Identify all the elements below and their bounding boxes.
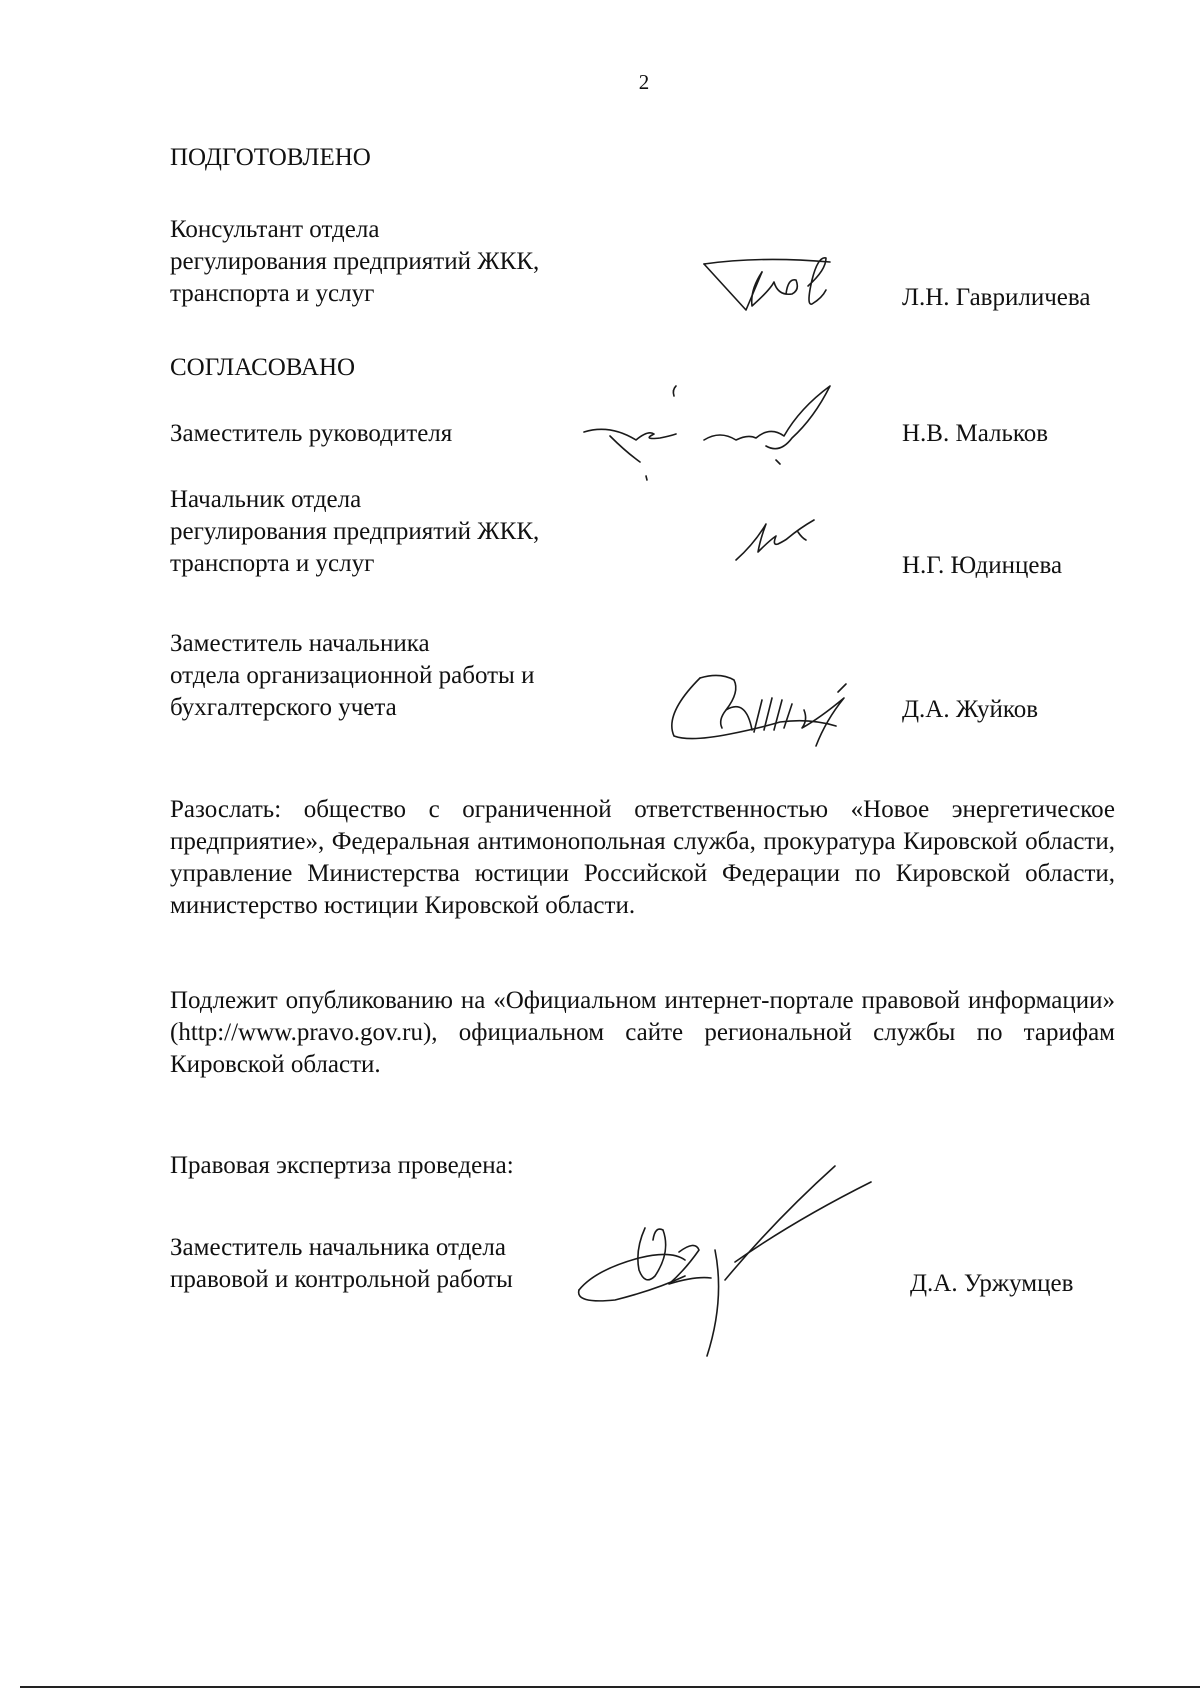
position-line: транспорта и услуг — [170, 550, 375, 577]
publication-note: Подлежит опубликованию на «Официальном интернет-портале правовой информации» (http://www.pravo.gov.ru), официальном сайте региональной службы по тарифам Кировской области. — [170, 987, 1115, 1078]
agreed-entry-3-position — [170, 628, 534, 724]
position-line: транспорта и услуг — [170, 280, 375, 307]
agreed-heading: СОГЛАСОВАНО — [170, 354, 356, 381]
page-number: 2 — [638, 70, 650, 94]
position-line: регулирования предприятий ЖКК, — [170, 248, 540, 275]
position-line: бухгалтерского учета — [170, 694, 397, 721]
position-line: Заместитель начальника — [170, 630, 430, 657]
legal-review-heading: Правовая экспертиза проведена: — [170, 1152, 514, 1179]
position-line: Заместитель начальника отдела — [170, 1234, 506, 1261]
agreed-entry-1-name: Н.В. Мальков — [902, 420, 1049, 447]
legal-review-name: Д.А. Уржумцев — [910, 1270, 1074, 1297]
prepared-name: Л.Н. Гавриличева — [902, 284, 1091, 311]
distribution-list: Разослать: общество с ограниченной ответственностью «Новое энергетическое предприятие», Федеральная антимонопольная служба, прокуратура Кировской области, управление Министерства юстиции Российской Федерации по Кировской области, министерство юстиции Кировской области. — [170, 796, 1115, 919]
prepared-heading: ПОДГОТОВЛЕНО — [170, 144, 371, 171]
position-line: регулирования предприятий ЖКК, — [170, 518, 540, 545]
agreed-entry-3-name: Д.А. Жуйков — [902, 696, 1039, 723]
position-line: правовой и контрольной работы — [170, 1266, 513, 1293]
legal-review-position — [170, 1232, 513, 1296]
position-line: Начальник отдела — [170, 486, 362, 513]
position-line: Заместитель руководителя — [170, 420, 453, 447]
signature-gavrilicheva — [700, 250, 860, 330]
agreed-entry-2-name: Н.Г. Юдинцева — [902, 552, 1063, 579]
bottom-divider — [20, 1686, 1200, 1688]
signature-urzhumtsev — [575, 1160, 895, 1360]
signature-zhuikov — [660, 670, 870, 750]
agreed-entry-1-position — [170, 418, 452, 450]
prepared-position — [170, 214, 539, 310]
position-line: Консультант отдела — [170, 216, 380, 243]
position-line: отдела организационной работы и — [170, 662, 535, 689]
agreed-entry-2-position — [170, 484, 539, 580]
signature-yudintseva — [730, 510, 830, 570]
signature-malkov — [580, 378, 850, 488]
